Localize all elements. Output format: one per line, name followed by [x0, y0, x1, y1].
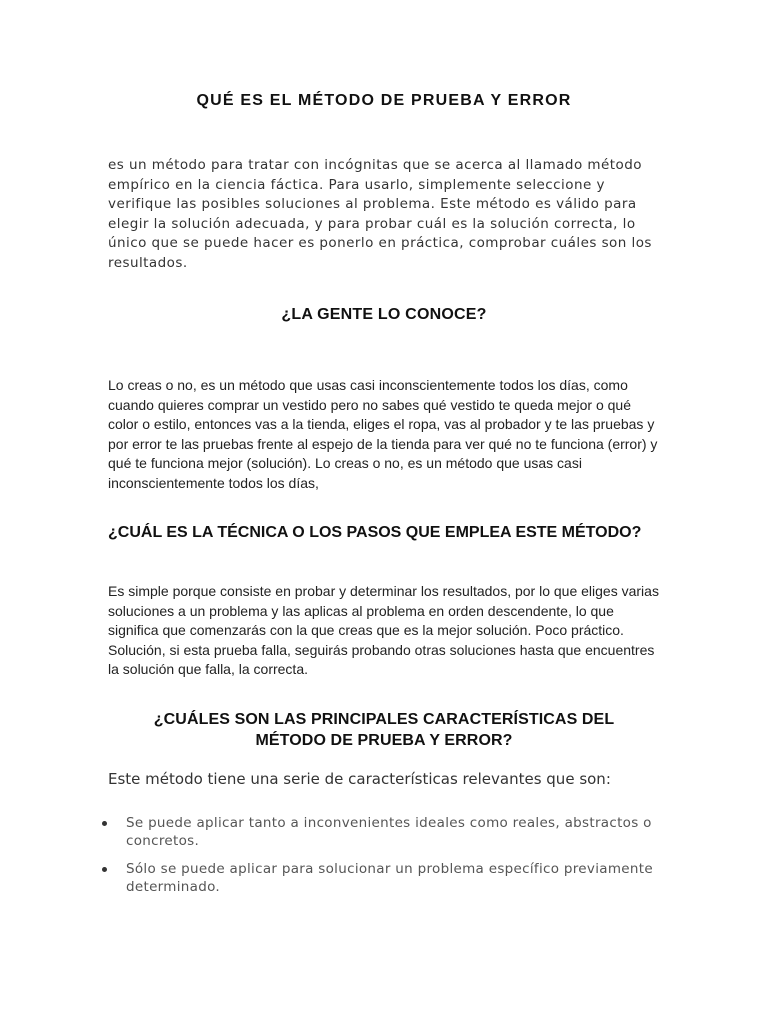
bullet-icon	[102, 867, 107, 872]
people-know-paragraph: Lo creas o no, es un método que usas casi inconscientemente todos los días, como cuando quieres comprar un vestido pero no sabes qué vestido te queda mejor o qué color o estilo, entonces vas a la tienda, eliges el ropa, vas al probador y te las pruebas y por error te las pruebas frente al espejo de la tienda para ver qué no te funciona (error) y qué te funciona mejor (solución). Lo creas o no, es un método que usas casi inconscientemente todos los días,	[108, 377, 658, 491]
section-heading-people-know: ¿LA GENTE LO CONOCE?	[281, 306, 487, 323]
list-item-text: Sólo se puede aplicar para solucionar un problema específico previamente determinado.	[126, 861, 653, 895]
definition-paragraph: es un método para tratar con incógnitas que se acerca al llamado método empírico en la ciencia fáctica. Para usarlo, simplemente seleccione y verifique las posibles soluciones al problema. Este método es válido para elegir la solución adecuada, y para probar cuál es la solución correcta, lo único que se puede hacer es ponerlo en práctica, comprobar cuáles son los resultados.	[108, 157, 652, 271]
list-item	[100, 860, 660, 896]
characteristics-list	[100, 814, 660, 906]
bullet-icon	[102, 821, 107, 826]
section-heading-characteristics: ¿CUÁLES SON LAS PRINCIPALES CARACTERÍSTICAS DEL MÉTODO DE PRUEBA Y ERROR?	[153, 711, 615, 749]
page-title: QUÉ ES EL MÉTODO DE PRUEBA Y ERROR	[196, 92, 572, 109]
characteristics-intro: Este método tiene una serie de características relevantes que son:	[108, 770, 611, 788]
technique-paragraph: Es simple porque consiste en probar y determinar los resultados, por lo que eliges varias soluciones a un problema y las aplicas al problema en orden descendente, lo que significa que comenzarás con la que creas que es la mejor solución. Poco práctico. Solución, si esta prueba falla, seguirás probando otras soluciones hasta que encuentres la solución que falla, la correcta.	[108, 583, 659, 677]
list-item	[100, 814, 660, 850]
section-heading-technique: ¿CUÁL ES LA TÉCNICA O LOS PASOS QUE EMPLEA ESTE MÉTODO?	[108, 524, 642, 541]
list-item-text: Se puede aplicar tanto a inconvenientes ideales como reales, abstractos o concretos.	[126, 815, 652, 849]
